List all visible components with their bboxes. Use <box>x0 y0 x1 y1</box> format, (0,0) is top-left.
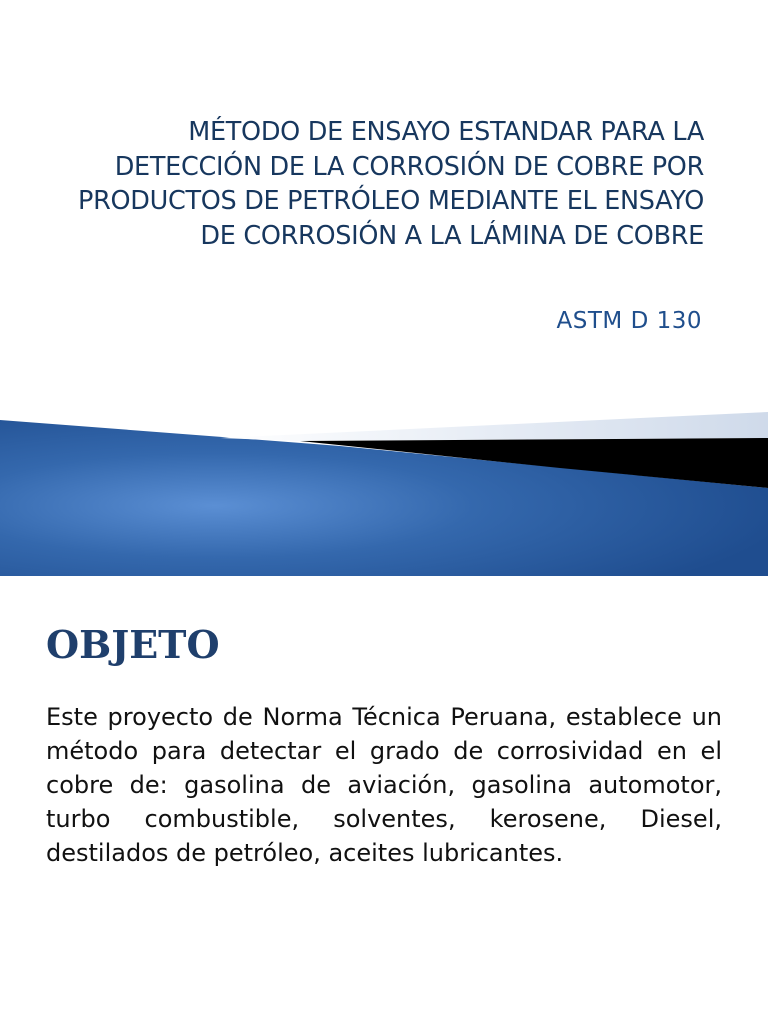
content-slide <box>0 576 768 1024</box>
band-light-wedge <box>220 412 768 441</box>
section-heading: OBJETO <box>46 622 220 667</box>
body-paragraph: Este proyecto de Norma Técnica Peruana, establece un método para detectar el grado de corrosividad en el cobre de: gasolina de aviación, gasolina automotor, turbo combustible, solventes, kerosene, Diesel, destilados de petróleo, aceites lubricantes. <box>46 703 722 867</box>
slide-title: MÉTODO DE ENSAYO ESTANDAR PARA LA DETECCIÓN DE LA CORROSIÓN DE COBRE POR PRODUCTOS DE PETRÓLEO MEDIANTE EL ENSAYO DE CORROSIÓN A LA LÁMINA DE COBRE <box>78 117 704 251</box>
slide-subtitle: ASTM D 130 <box>556 308 702 334</box>
decorative-band <box>0 380 768 576</box>
